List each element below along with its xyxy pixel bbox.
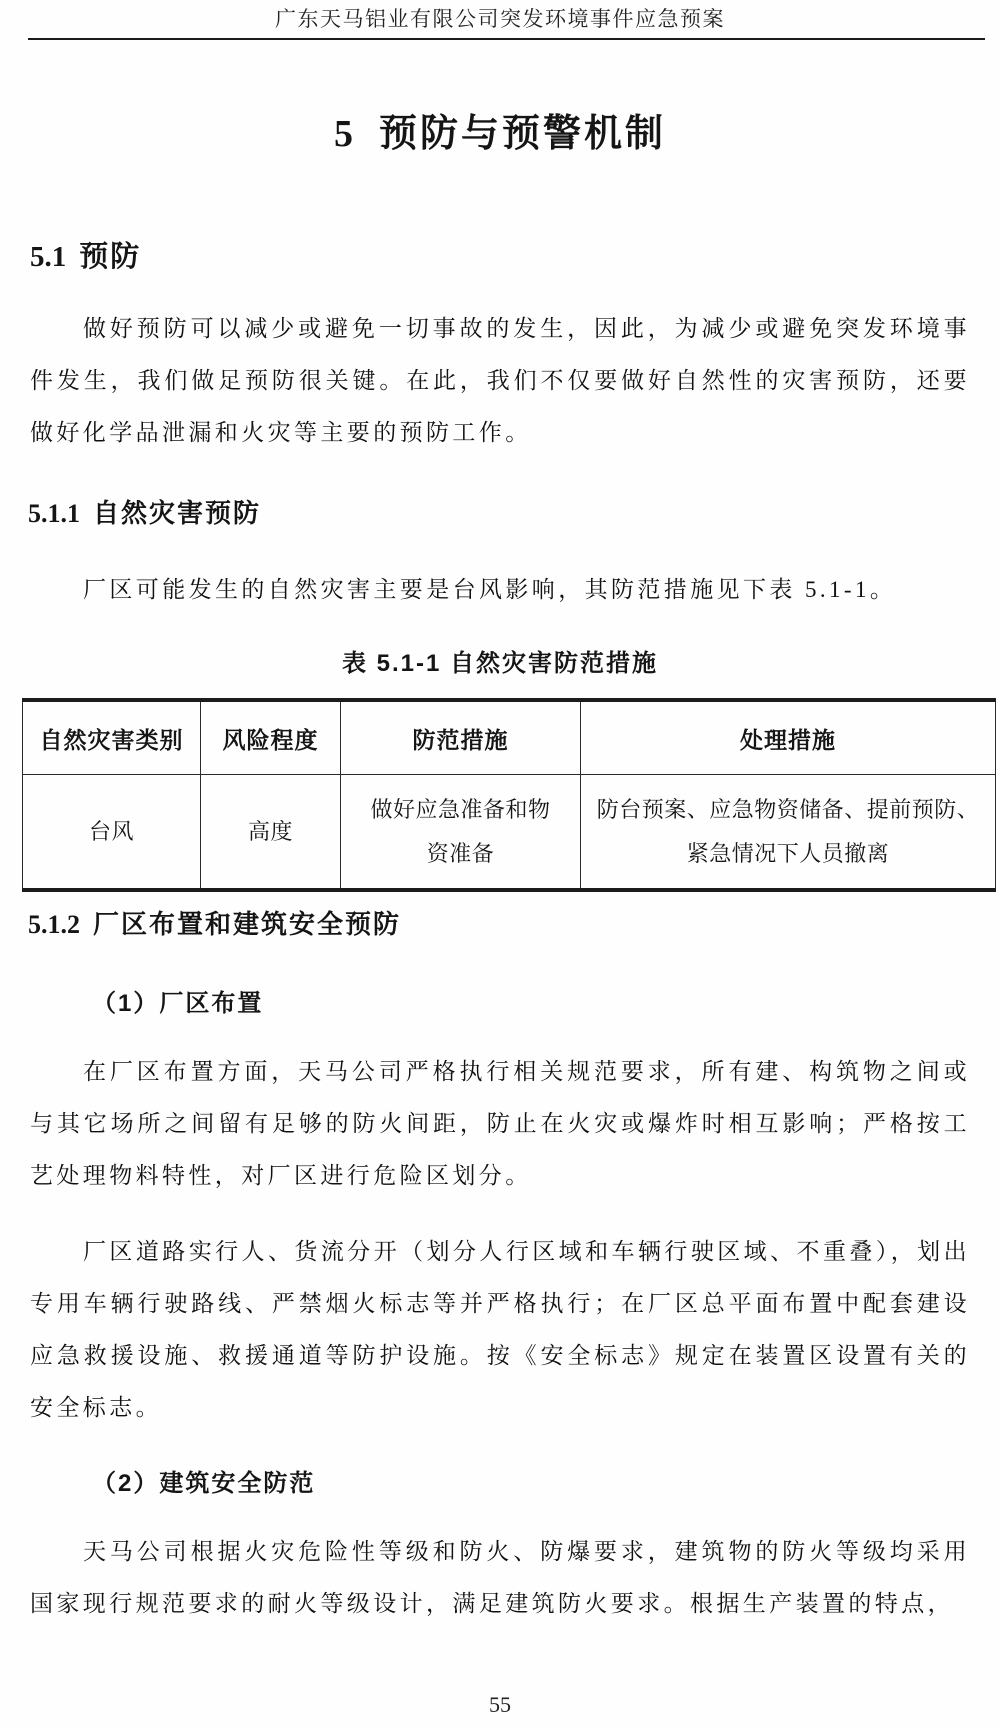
document-header-title: 广东天马铝业有限公司突发环境事件应急预案 bbox=[275, 7, 725, 31]
paragraph-prevention-intro: 做好预防可以减少或避免一切事故的发生，因此，为减少或避免突发环境事件发生，我们做足预防很关键。在此，我们不仅要做好自然性的灾害预防，还要做好化学品泄漏和火灾等主要的预防工作。 bbox=[30, 316, 970, 445]
paragraph-plant-layout-1: 在厂区布置方面，天马公司严格执行相关规范要求，所有建、构筑物之间或与其它场所之间留有足够的防火间距，防止在火灾或爆炸时相互影响；严格按工艺处理物料特性，对厂区进行危险区划分。 bbox=[30, 1059, 970, 1188]
table-header-prevention: 防范措施 bbox=[341, 700, 581, 775]
table-header-risk-level: 风险程度 bbox=[201, 700, 341, 775]
table-cell-risk-level: 高度 bbox=[201, 775, 341, 891]
table-header-handling: 处理措施 bbox=[581, 700, 996, 775]
paragraph-plant-layout-2: 厂区道路实行人、货流分开（划分人行区域和车辆行驶区域、不重叠），划出专用车辆行驶路线、严禁烟火标志等并严格执行；在厂区总平面布置中配套建设应急救援设施、救援通道等防护设施。按《安全标志》规定在装置区设置有关的安全标志。 bbox=[30, 1239, 970, 1420]
header-rule bbox=[28, 38, 985, 40]
subsection-heading-building-safety: （2）建筑安全防范 bbox=[92, 1470, 316, 1497]
chapter-number: 5 bbox=[333, 113, 353, 155]
chapter-title: 预防与预警机制 bbox=[378, 113, 666, 155]
section-heading-5-1 bbox=[30, 239, 970, 275]
section-heading-5-1-1 bbox=[28, 497, 970, 530]
section-title: 预防 bbox=[79, 241, 142, 273]
section-number: 5.1 bbox=[30, 241, 67, 273]
chapter-heading bbox=[0, 110, 1000, 158]
section-title: 自然灾害预防 bbox=[93, 498, 262, 528]
paragraph-natural-disaster: 厂区可能发生的自然灾害主要是台风影响，其防范措施见下表 5.1-1。 bbox=[83, 577, 897, 602]
table-caption: 表 5.1-1 自然灾害防范措施 bbox=[341, 650, 659, 677]
section-heading-5-1-2 bbox=[28, 908, 970, 941]
table-row bbox=[23, 775, 996, 891]
table-header-disaster-type: 自然灾害类别 bbox=[23, 700, 201, 775]
table-cell-handling: 防台预案、应急物资储备、提前预防、紧急情况下人员撤离 bbox=[581, 775, 996, 891]
section-number: 5.1.1 bbox=[28, 499, 80, 528]
section-number: 5.1.2 bbox=[28, 910, 80, 939]
table-cell-disaster-type: 台风 bbox=[23, 775, 201, 891]
section-title: 厂区布置和建筑安全预防 bbox=[93, 909, 402, 939]
natural-disaster-table bbox=[22, 698, 996, 892]
paragraph-building-safety: 天马公司根据火灾危险性等级和防火、防爆要求，建筑物的防火等级均采用国家现行规范要求的耐火等级设计，满足建筑防火要求。根据生产装置的特点， bbox=[30, 1539, 970, 1616]
page-number: 55 bbox=[489, 1692, 511, 1717]
subsection-heading-plant-layout: （1）厂区布置 bbox=[92, 990, 264, 1017]
table-cell-prevention: 做好应急准备和物资准备 bbox=[341, 775, 581, 891]
table-header-row bbox=[23, 700, 996, 775]
